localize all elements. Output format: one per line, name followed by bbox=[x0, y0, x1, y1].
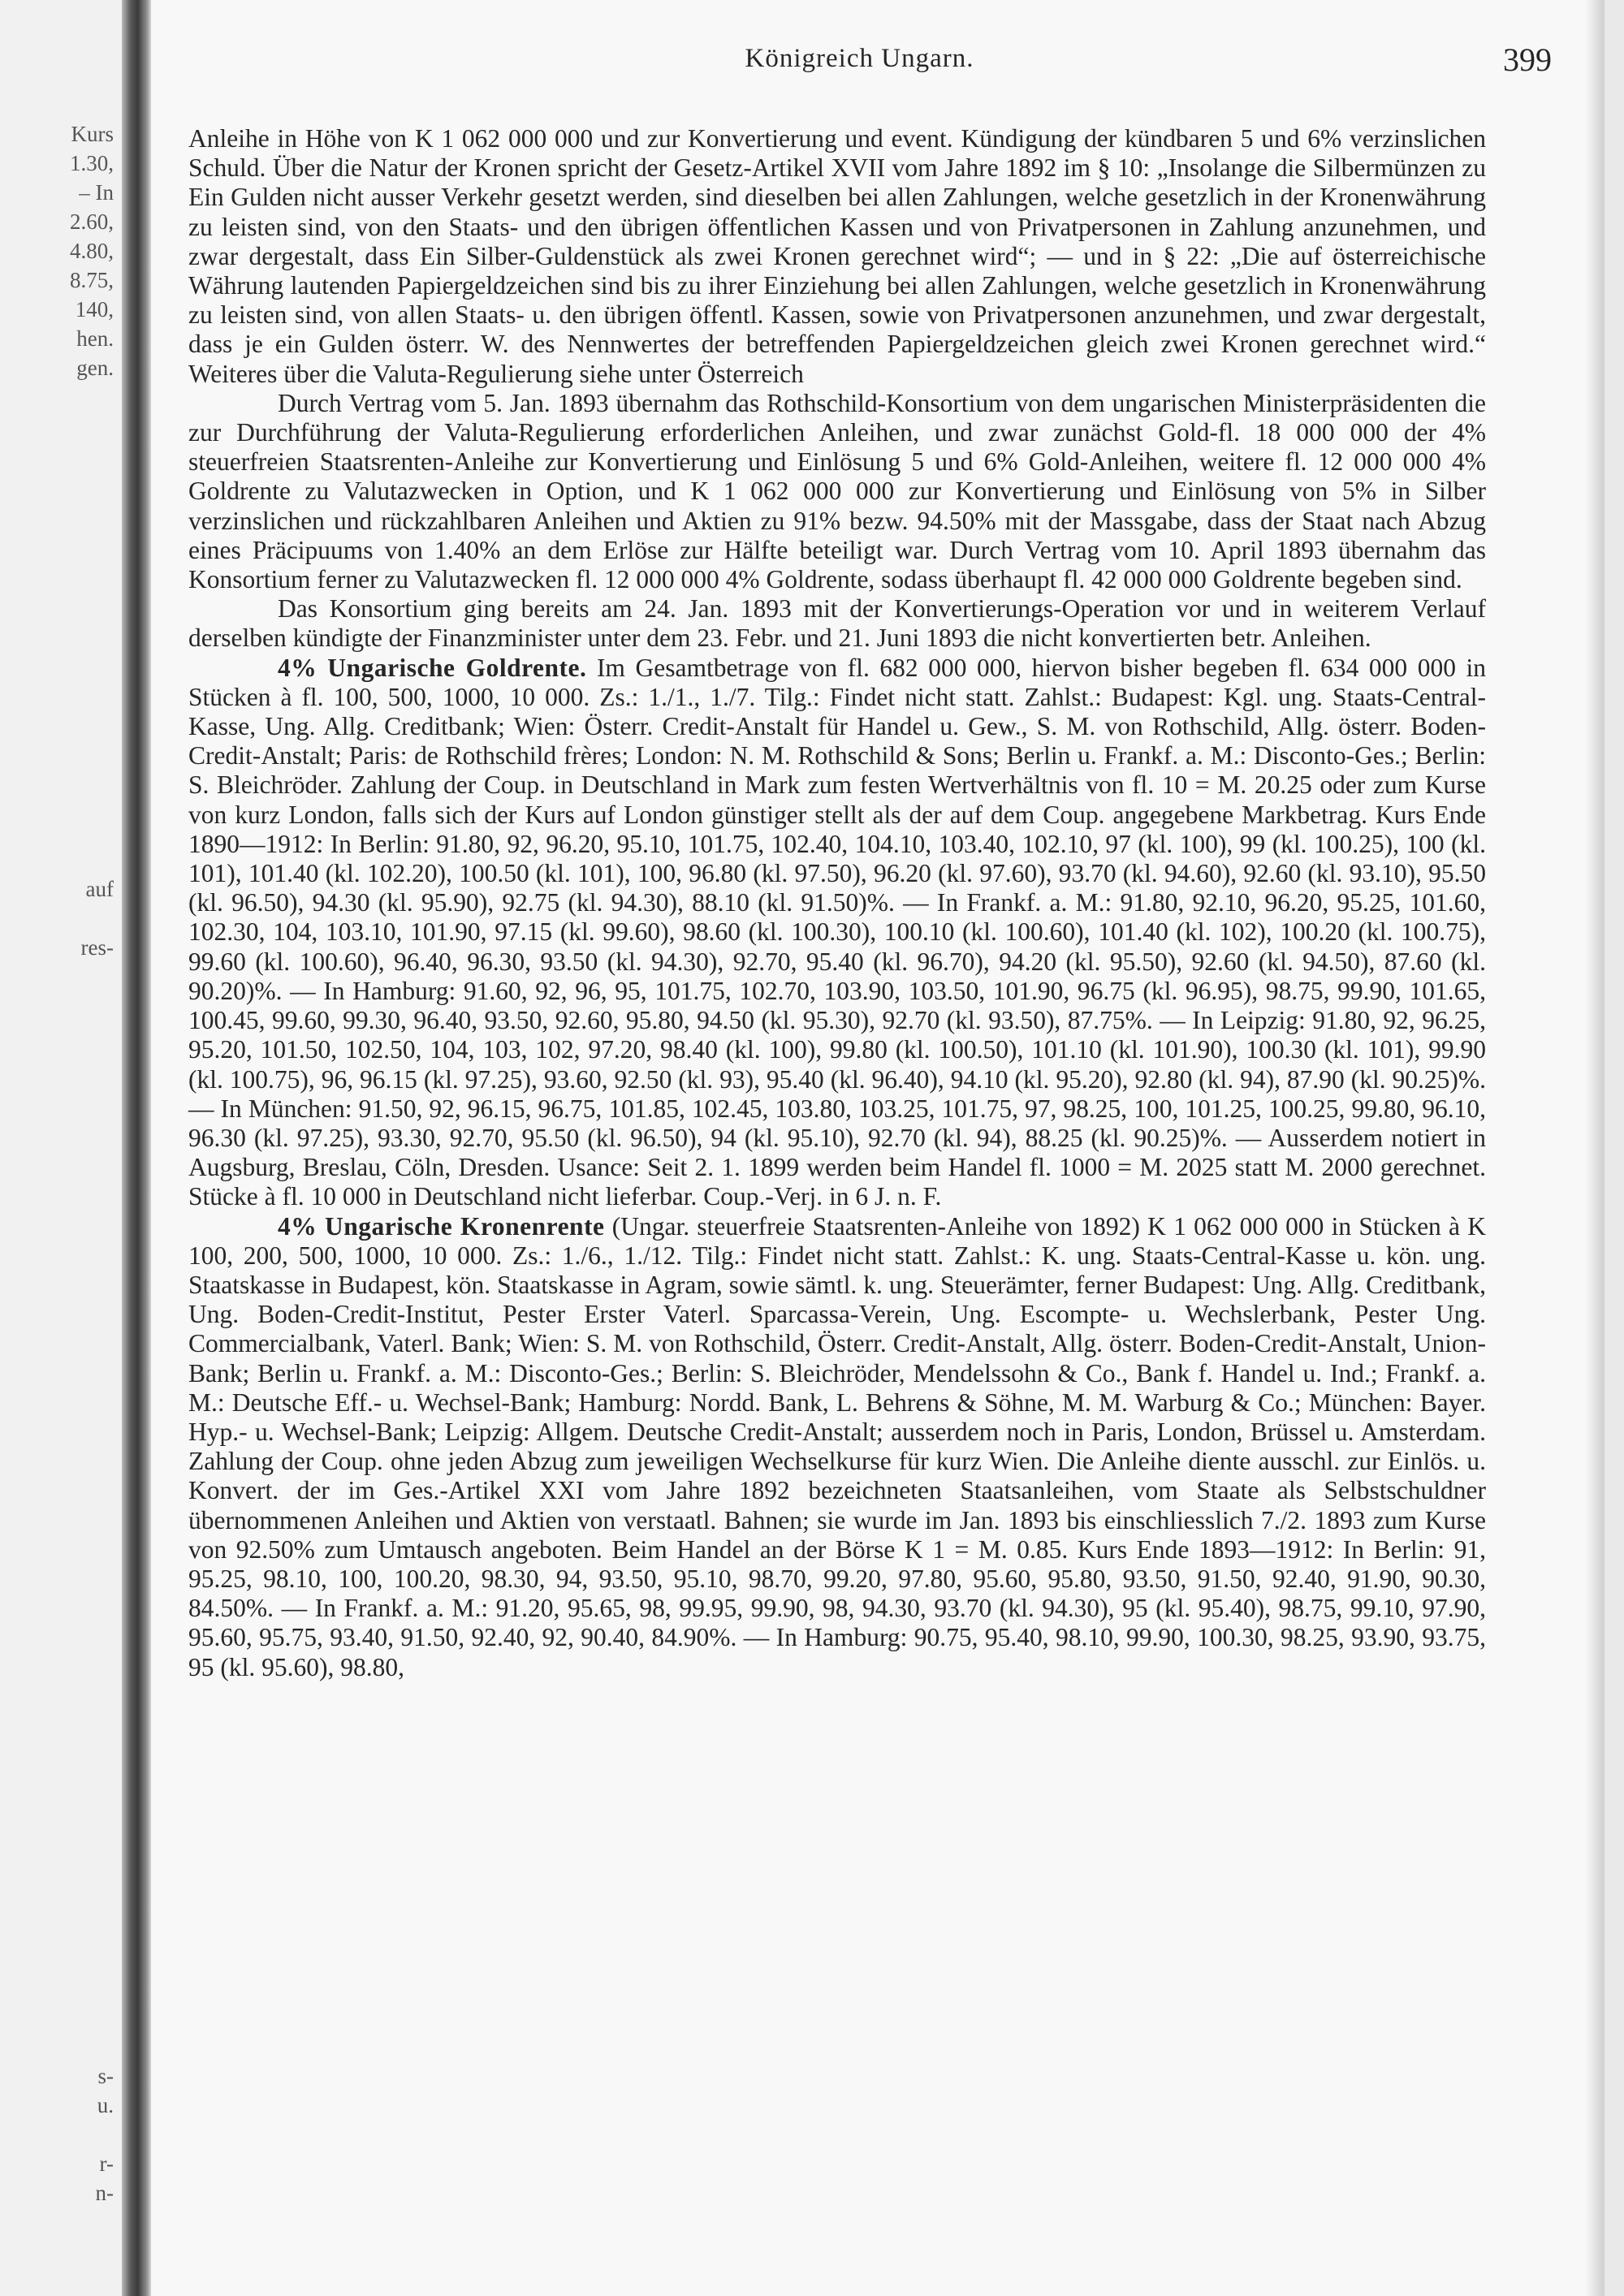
book-page bbox=[151, 0, 1605, 2296]
book-gutter bbox=[122, 0, 151, 2296]
entry-body-goldrente: Im Gesamtbetrage von fl. 682 000 000, hiervon bisher begeben fl. 634 000 000 in Stücken à fl. 100, 500, 1000, 10 000. Zs.: 1./1., 1./7. Tilg.: Findet nicht statt. Zahlst.: Budapest: Kgl. ung. Staats-Central-Kasse, Ung. Allg. Creditbank; Wien: Österr. Credit-Anstalt für Handel u. Gew., S. M. von Rothschild, Allg. österr. Boden-Credit-Anstalt; Paris: de Rothschild frères; London: N. M. Rothschild & Sons; Berlin u. Frankf. a. M.: Disconto-Ges.; Berlin: S. Bleichröder. Zahlung der Coup. in Deutschland in Mark zum festen Wertverhältnis von fl. 10 = M. 20.25 oder zum Kurse von kurz London, falls sich der Kurs auf London günstiger stellt als der auf dem Coup. angegebene Markbetrag. Kurs Ende 1890—1912: In Berlin: 91.80, 92, 96.20, 95.10, 101.75, 102.40, 104.10, 103.40, 102.10, 97 (kl. 100), 99 (kl. 100.25), 100 (kl. 101), 101.40 (kl. 102.20), 100.50 (kl. 101), 100, 96.80 (kl. 97.50), 96.20 (kl. 97.60), 93.70 (kl. 94.60), 92.60 (kl. 93.10), 95.50 (kl. 96.50), 94.30 (kl. 95.90), 92.75 (kl. 94.30), 88.10 (kl. 91.50)%. — In Frankf. a. M.: 91.80, 92.10, 96.20, 95.25, 101.60, 102.30, 104, 103.10, 101.90, 97.15 (kl. 99.60), 98.60 (kl. 100.30), 100.10 (kl. 100.60), 101.40 (kl. 102), 100.20 (kl. 100.75), 99.60 (kl. 100.60), 96.40, 96.30, 93.50 (kl. 94.30), 92.70, 95.40 (kl. 96.70), 94.20 (kl. 95.50), 92.60 (kl. 94.50), 87.60 (kl. 90.20)%. — In Hamburg: 91.60, 92, 96, 95, 101.75, 102.70, 103.90, 103.50, 101.90, 96.75 (kl. 96.95), 98.75, 99.90, 101.65, 100.45, 99.60, 99.30, 96.40, 93.50, 92.60, 95.80, 94.50 (kl. 95.30), 92.70 (kl. 93.50), 87.75%. — In Leipzig: 91.80, 92, 96.25, 95.20, 101.50, 102.50, 104, 103, 102, 97.20, 98.40 (kl. 100), 99.80 (kl. 100.50), 101.10 (kl. 101.90), 100.30 (kl. 101), 99.90 (kl. 100.75), 96, 96.15 (kl. 97.25), 93.60, 92.50 (kl. 93), 95.40 (kl. 96.40), 94.10 (kl. 95.20), 92.80 (kl. 94), 87.90 (kl. 90.25)%. — In München: 91.50, 92, 96.15, 96.75, 101.85, 102.45, 103.80, 103.25, 101.75, 97, 98.25, 100, 101.25, 100.25, 99.80, 96.10, 96.30 (kl. 97.25), 93.30, 92.70, 95.50 (kl. 96.50), 94 (kl. 95.10), 92.70 (kl. 94), 88.25 (kl. 90.25)%. — Ausserdem notiert in Augsburg, Breslau, Cöln, Dresden. Usance: Seit 2. 1. 1899 werden beim Handel fl. 1000 = M. 2025 statt M. 2000 gerechnet. Stücke à fl. 10 000 in Deutschland nicht lieferbar. Coup.-Verj. in 6 J. n. F. bbox=[188, 653, 1487, 1211]
left-page-fragment: 140, bbox=[75, 297, 114, 322]
left-page-fragment: 1.30, bbox=[70, 151, 114, 175]
left-page-fragment: Kurs bbox=[71, 122, 114, 146]
left-page-fragment: 2.60, bbox=[70, 209, 114, 234]
running-title: Königreich Ungarn. bbox=[745, 44, 974, 73]
left-page-fragment: r- bbox=[99, 2151, 114, 2176]
entry-title-goldrente: 4% Ungarische Goldrente. bbox=[278, 653, 587, 682]
left-page-fragment: res- bbox=[80, 935, 114, 960]
body-text bbox=[188, 124, 1486, 1682]
left-page-fragment: gen. bbox=[76, 356, 114, 380]
entry-title-kronenrente: 4% Ungarische Kronenrente bbox=[278, 1211, 605, 1241]
paragraph-kronen-law: Anleihe in Höhe von K 1 062 000 000 und zur Konvertierung und event. Kündigung der kündbaren 5 und 6% verzinslichen Schuld. Über die Natur der Kronen spricht der Gesetz-Artikel XVII vom Jahre 1892 im § 10: „Insolange die Silbermünzen zu Ein Gulden nicht ausser Verkehr gesetzt werden, sind dieselben bei allen Zahlungen, welche gesetzlich in der Kronenwährung zu leisten sind, von den Staats- und den übrigen öffentlichen Kassen und von Privatpersonen in Zahlung anzunehmen, und zwar dergestalt, dass Ein Silber-Guldenstück als zwei Kronen gerechnet wird“; — und in § 22: „Die auf österreichische Währung lautenden Papiergeldzeichen sind bis zu ihrer Einziehung bei allen Zahlungen, welche gesetzlich in Kronenwährung zu leisten sind, von allen Staats- u. den übrigen öffentl. Kassen, sowie von Privatpersonen anzunehmen, und zwar dergestalt, dass je ein Gulden österr. W. des Nennwertes der betreffenden Papiergeldzeichen gleich zwei Kronen gerechnet wird.“ Weiteres über die Valuta-Regulierung siehe unter Österreich bbox=[188, 124, 1486, 388]
left-page-fragment: s- bbox=[97, 2064, 114, 2088]
left-page-margin bbox=[0, 0, 122, 2296]
entry-kronenrente bbox=[188, 1212, 1486, 1682]
left-page-fragment: u. bbox=[97, 2093, 114, 2117]
left-page-fragment: – In bbox=[79, 180, 114, 205]
entry-goldrente bbox=[188, 654, 1486, 1212]
running-head bbox=[151, 41, 1568, 81]
paragraph-rothschild-konsortium: Durch Vertrag vom 5. Jan. 1893 übernahm das Rothschild-Konsortium von dem ungarischen Ministerpräsidenten die zur Durchführung der Valuta-Regulierung erforderlichen Anleihen, und zwar zunächst Gold-fl. 18 000 000 der 4% steuerfreien Staatsrenten-Anleihe zur Konvertierung und Einlösung 5 und 6% Gold-Anleihen, weitere fl. 12 000 000 4% Goldrente zu Valutazwecken in Option, und K 1 062 000 000 zur Konvertierung und Einlösung von 5% in Silber verzinslichen und rückzahlbaren Anleihen und Aktien zu 91% bezw. 94.50% mit der Massgabe, dass der Staat nach Abzug eines Präcipuums von 1.40% an dem Erlöse zur Hälfte beteiligt war. Durch Vertrag vom 10. April 1893 übernahm das Konsortium ferner zu Valutazwecken fl. 12 000 000 4% Goldrente, sodass überhaupt fl. 42 000 000 Goldrente begeben sind. bbox=[188, 388, 1486, 594]
paragraph-konvertierung: Das Konsortium ging bereits am 24. Jan. 1893 mit der Konvertierungs-Operation vor und in weiterem Verlauf derselben kündigte der Finanzminister unter dem 23. Febr. und 21. Juni 1893 die nicht konvertierten betr. Anleihen. bbox=[188, 594, 1486, 653]
left-page-fragment: 8.75, bbox=[70, 268, 114, 292]
left-page-fragment: n- bbox=[95, 2181, 114, 2205]
left-page-fragment: hen. bbox=[76, 326, 114, 351]
page-number: 399 bbox=[1503, 41, 1552, 78]
left-page-fragment: 4.80, bbox=[70, 239, 114, 263]
left-page-fragment: auf bbox=[85, 877, 114, 901]
entry-body-kronenrente: (Ungar. steuerfreie Staatsrenten-Anleihe von 1892) K 1 062 000 000 in Stücken à K 100, 200, 500, 1000, 10 000. Zs.: 1./6., 1./12. Tilg.: Findet nicht statt. Zahlst.: K. ung. Staats-Central-Kasse u. kön. ung. Staatskasse in Budapest, kön. Staatskasse in Agram, sowie sämtl. k. ung. Steuerämter, ferner Budapest: Ung. Allg. Creditbank, Ung. Boden-Credit-Institut, Pester Erster Vaterl. Sparcassa-Verein, Ung. Escompte- u. Wechslerbank, Pester Ung. Commercialbank, Vaterl. Bank; Wien: S. M. von Rothschild, Österr. Credit-Anstalt, Allg. österr. Boden-Credit-Anstalt, Union-Bank; Berlin u. Frankf. a. M.: Disconto-Ges.; Berlin: S. Bleichröder, Mendelssohn & Co., Bank f. Handel u. Ind.; Frankf. a. M.: Deutsche Eff.- u. Wechsel-Bank; Hamburg: Nordd. Bank, L. Behrens & Söhne, M. M. Warburg & Co.; München: Bayer. Hyp.- u. Wechsel-Bank; Leipzig: Allgem. Deutsche Credit-Anstalt; ausserdem noch in Paris, London, Brüssel u. Amsterdam. Zahlung der Coup. ohne jeden Abzug zum jeweiligen Wechselkurse für kurz Wien. Die Anleihe diente ausschl. zur Einlös. u. Konvert. der im Ges.-Artikel XXI vom Jahre 1892 bezeichneten Staatsanleihen, vom Staate als Selbstschuldner übernommenen Anleihen und Aktien von verstaatl. Bahnen; sie wurde im Jan. 1893 bis einschliesslich 7./2. 1893 zum Kurse von 92.50% zum Umtausch angeboten. Beim Handel an der Börse K 1 = M. 0.85. Kurs Ende 1893—1912: In Berlin: 91, 95.25, 98.10, 100, 100.20, 98.30, 94, 93.50, 95.10, 98.70, 99.20, 97.80, 95.60, 95.80, 93.50, 91.50, 92.40, 91.90, 90.30, 84.50%. — In Frankf. a. M.: 91.20, 95.65, 98, 99.95, 99.90, 98, 94.30, 93.70 (kl. 94.30), 95 (kl. 95.40), 98.75, 99.10, 97.90, 95.60, 95.75, 93.40, 91.50, 92.40, 92, 90.40, 84.90%. — In Hamburg: 90.75, 95.40, 98.10, 99.90, 100.30, 98.25, 93.90, 93.75, 95 (kl. 95.60), 98.80, bbox=[188, 1211, 1487, 1681]
page-edge-shadow bbox=[1585, 0, 1605, 2296]
